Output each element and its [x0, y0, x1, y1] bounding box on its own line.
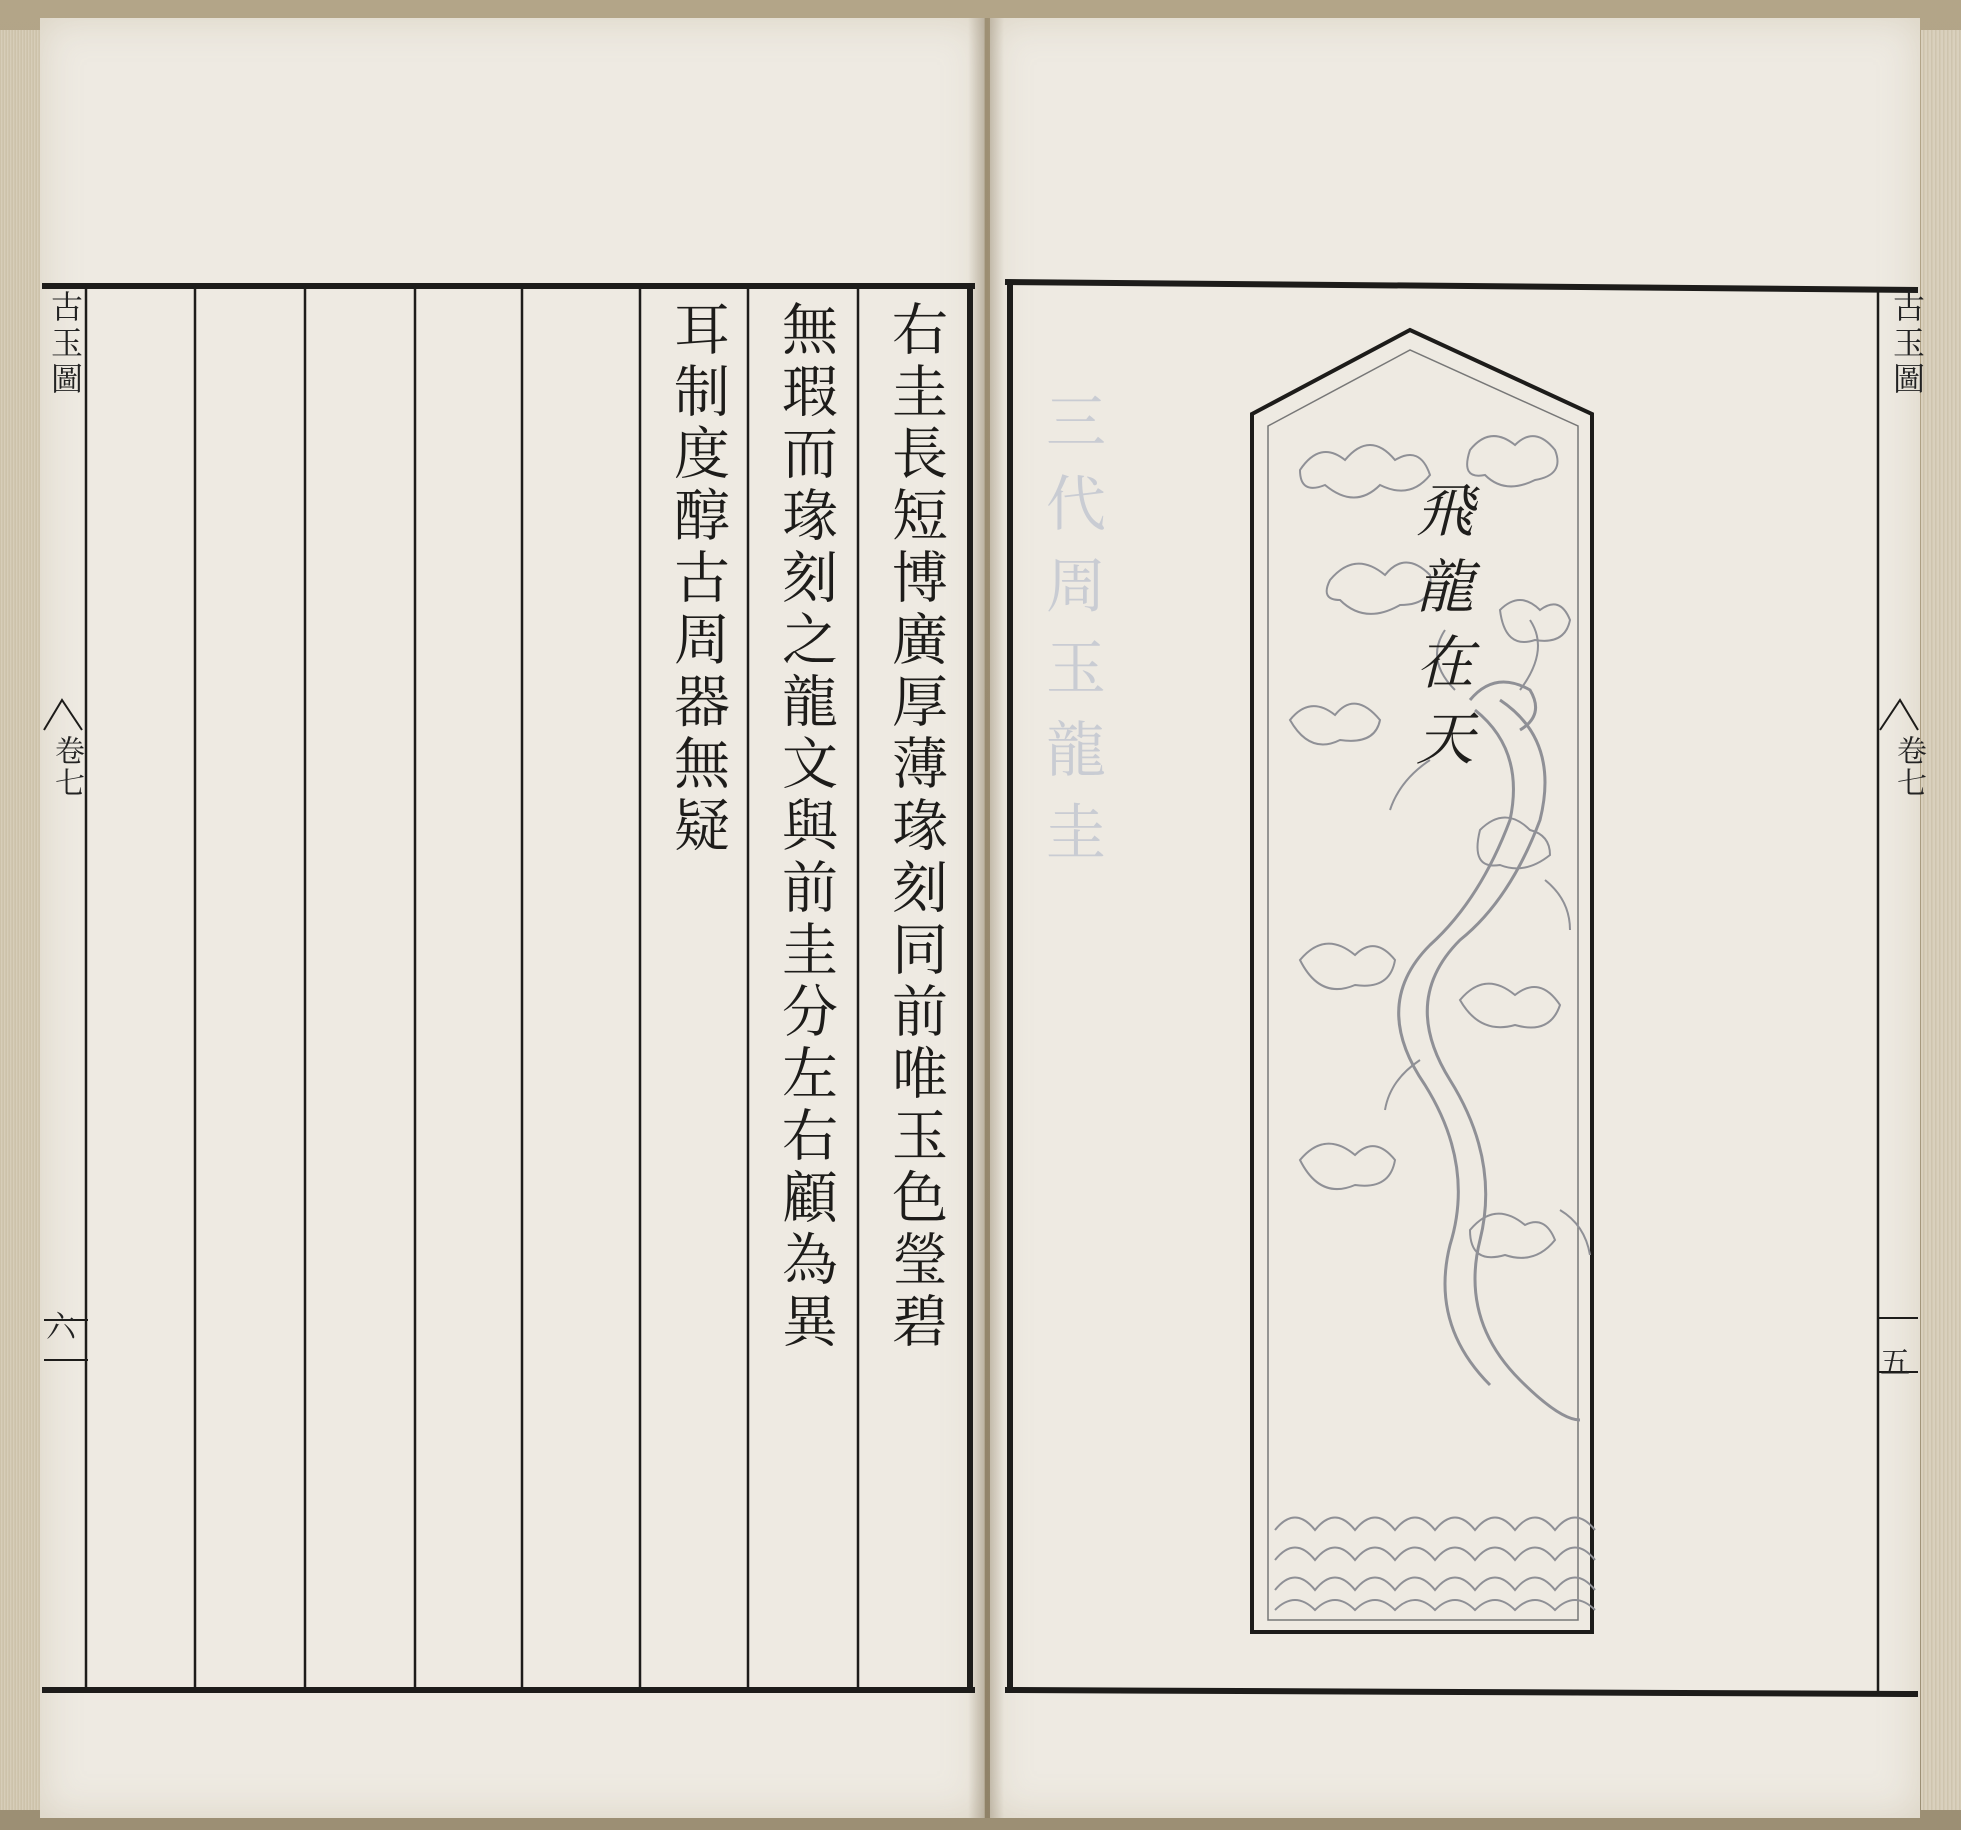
- text-column-2: 無瑕而瑑刻之龍文與前圭分左右顧為異: [773, 300, 838, 1354]
- tablet-inscription: 飛龍在天: [1406, 480, 1474, 784]
- left-margin-volume: 卷七: [49, 735, 84, 799]
- left-fish-tail-marks: [44, 700, 88, 1360]
- right-fish-tail-marks: [1878, 700, 1918, 1372]
- right-margin-page-number: 五: [1880, 1346, 1910, 1381]
- text-column-1: 右圭長短博廣厚薄瑑刻同前唯玉色瑩碧: [883, 300, 948, 1354]
- right-margin-volume: 卷七: [1891, 735, 1926, 799]
- show-through-text: 三代周玉龍圭: [1036, 390, 1106, 882]
- text-column-3: 耳制度醇古周器無疑: [665, 300, 730, 858]
- left-page-column-rules: [195, 286, 858, 1690]
- left-margin-page-number: 六: [46, 1310, 76, 1345]
- right-margin-title: 古玉圖: [1888, 290, 1926, 398]
- left-margin-title: 古玉圖: [46, 290, 84, 398]
